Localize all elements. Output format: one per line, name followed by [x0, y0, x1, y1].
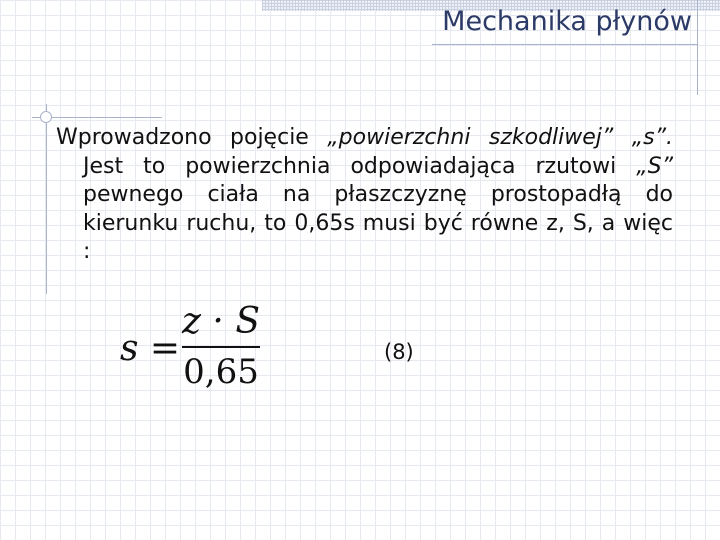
term-harmful-surface: „powierzchni szkodliwej” [327, 125, 614, 150]
symbol-s: „s”. [631, 125, 673, 150]
formula-denominator: 0,65 [183, 352, 259, 392]
title-horizontal-rule [432, 44, 697, 45]
formula-numerator: z · S [182, 301, 260, 342]
fraction-bar [182, 346, 260, 348]
body-vertical-rule [46, 104, 47, 294]
paragraph-text-1: Wprowadzono pojęcie [56, 125, 328, 150]
body-paragraph [56, 124, 673, 267]
formula-fraction [182, 300, 260, 392]
formula-lhs: s = [120, 328, 181, 369]
title-vertical-rule [697, 0, 698, 95]
paragraph-text-2: Jest to powierzchnia odpowiadająca rzutowi [83, 153, 637, 179]
equation-number: (8) [384, 340, 414, 364]
slide-title: Mechanika płynów [442, 6, 692, 37]
paragraph-text-3: pewnego ciała na płaszczyznę prostopadłą do kierunku ruchu, to 0,65s musi być równe z, S, a więc : [83, 182, 673, 264]
symbol-S: „S” [636, 153, 673, 179]
corner-circle-icon [40, 111, 52, 123]
paragraph-space [613, 125, 631, 150]
